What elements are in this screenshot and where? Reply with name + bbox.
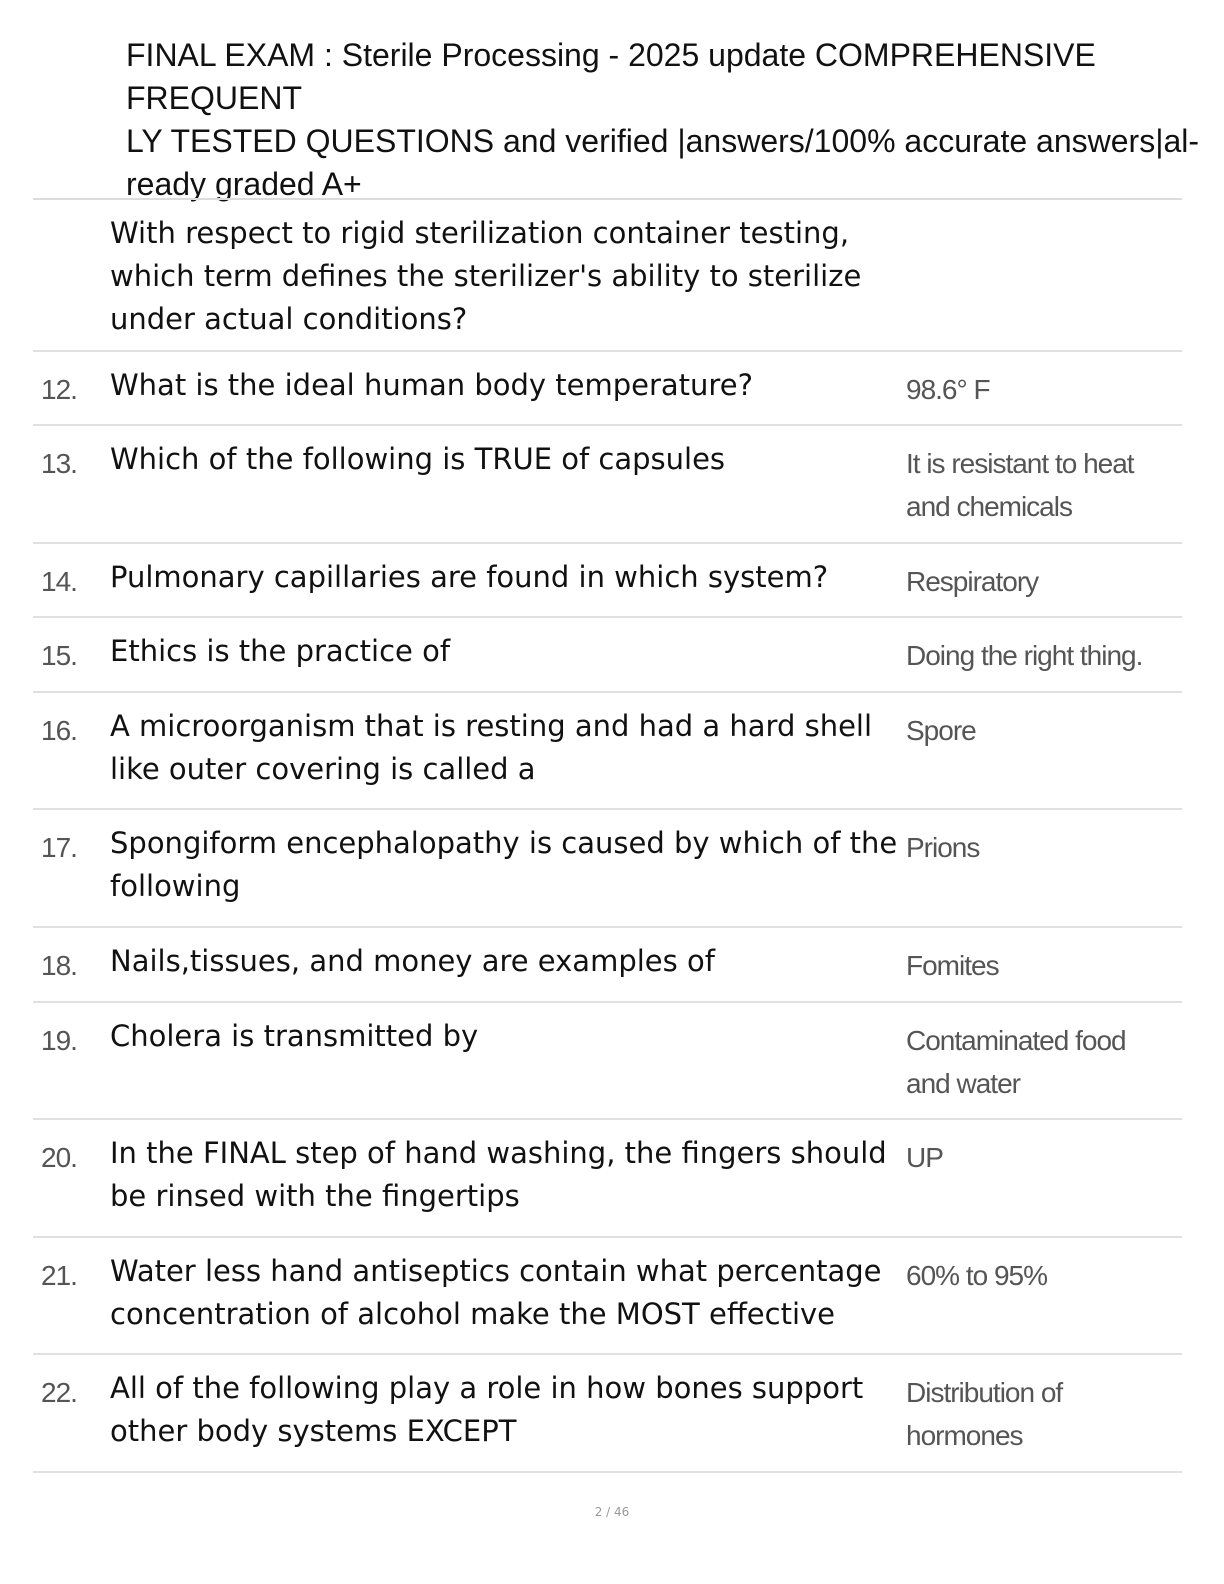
question-text: Pulmonary capillaries are found in which system? [110, 560, 829, 594]
answer-text: UP [906, 1142, 943, 1173]
question-text: Water less hand antiseptics contain what percentage concentration of alcohol make the MOST effective [110, 1254, 882, 1331]
answer-text: Fomites [906, 950, 999, 981]
question-number: 17. [41, 832, 77, 863]
question-text: Ethics is the practice of [110, 634, 451, 668]
qa-row [33, 1238, 1182, 1355]
qa-row [33, 426, 1182, 544]
question-number: 14. [41, 566, 77, 597]
question-text: All of the following play a role in how bones support other body systems EXCEPT [110, 1371, 864, 1448]
question-number: 13. [41, 448, 77, 479]
question-text: A microorganism that is resting and had a hard shell like outer covering is called a [110, 709, 873, 786]
answer-text: Prions [906, 832, 980, 863]
qa-table [33, 198, 1182, 1473]
question-number: 12. [41, 374, 77, 405]
answer-text: Contaminated food and water [906, 1025, 1126, 1099]
qa-row [33, 352, 1182, 426]
answer-text: Respiratory [906, 566, 1039, 597]
question-number: 20. [41, 1142, 77, 1173]
answer-text: It is resistant to heat and chemicals [906, 448, 1134, 522]
question-text: With respect to rigid sterilization container testing, which term defines the sterilizer's ability to sterilize under actual conditions? [110, 216, 862, 336]
answer-text: 60% to 95% [906, 1260, 1047, 1291]
question-text: Nails,tissues, and money are examples of [110, 944, 715, 978]
question-number: 18. [41, 950, 77, 981]
answer-text: Spore [906, 715, 976, 746]
question-text: What is the ideal human body temperature? [110, 368, 753, 402]
qa-row [33, 1355, 1182, 1473]
question-text: Cholera is transmitted by [110, 1019, 479, 1053]
question-number: 22. [41, 1377, 77, 1408]
page-indicator: 2 / 46 [594, 1505, 630, 1519]
qa-row [33, 1120, 1182, 1238]
question-text: In the FINAL step of hand washing, the fingers should be rinsed with the fingertips [110, 1136, 887, 1213]
question-number: 21. [41, 1260, 77, 1291]
qa-row [33, 200, 1182, 352]
answer-text: Doing the right thing. [906, 640, 1143, 671]
qa-row [33, 928, 1182, 1003]
qa-row [33, 810, 1182, 928]
question-number: 15. [41, 640, 77, 671]
question-text: Spongiform encephalopathy is caused by which of the following [110, 826, 898, 903]
qa-row [33, 544, 1182, 618]
question-text: Which of the following is TRUE of capsules [110, 442, 726, 476]
qa-row [33, 693, 1182, 810]
qa-row [33, 618, 1182, 693]
question-number: 16. [41, 715, 77, 746]
answer-text: Distribution of hormones [906, 1377, 1063, 1451]
qa-row [33, 1003, 1182, 1120]
answer-text: 98.6° F [906, 374, 990, 405]
question-number: 19. [41, 1025, 77, 1056]
document-title: FINAL EXAM : Sterile Processing - 2025 update COMPREHENSIVE FREQUENT LY TESTED QUESTIONS and verified |answers/100% accurate answers|al- ready graded A+ [126, 37, 1200, 202]
